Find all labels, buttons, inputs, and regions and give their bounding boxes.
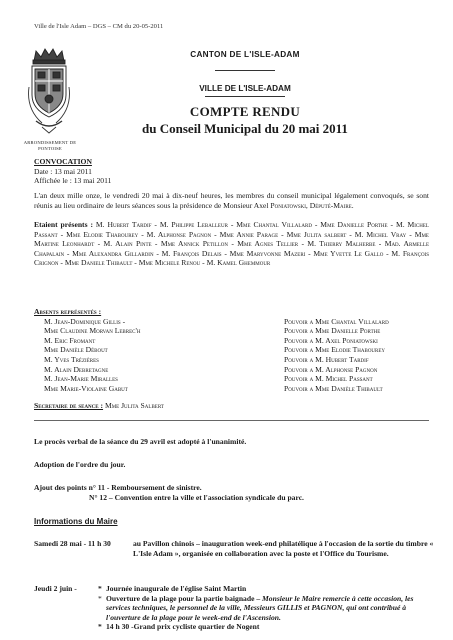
absent-proxy: Pouvoir a Mme Elodie Thabourey [284,345,386,355]
jeudi-item-italic: Monsieur le Maire remercie à cette occasion, les services techniques, le personnel de la ville, Messieurs GILLIS et PAGNON, qui ont contribué à l'ouverture de la plage pour le week-end de l'Ascension. [106,593,414,622]
jeudi-item: * 14 h 30 -Grand prix cycliste quartier de Nogent [98,622,438,632]
absents-table [34,317,429,394]
mayor-name: Poniatowski, Député-Maire. [270,200,354,210]
jeudi-item-lead: Ouverture de la plage pour la partie baignade – [106,593,261,603]
absent-proxy: Pouvoir a Mme Danielle Porthe [284,326,381,336]
absent-proxy: Pouvoir a M. Hubert Tardif [284,354,369,364]
secretaire-line [34,401,429,411]
absent-name: M. Alain Debretagne [44,364,109,374]
absent-row [44,336,429,346]
absent-proxy: Pouvoir a Mme Chantal Villalard [284,316,389,326]
absents-block [34,307,429,393]
presents-list: M. Hubert Tardif - M. Philippe Leballeur - Mme Chantal Villalard - Mme Danielle Porthe - M. Michel Passant - Mme Elodie Thabourey - M. Alphonse Pagnon - Mme Annie Parage - Mme Julita salbert - M. Michel Vray - Mme Martine Leonhardt - M. Alain Pinte - Mme Annick Petillon - Mme Agnes Tellier - M. Thierry Malherbe - Mad. Armelle Chapalain - Mme Alexandra Gillardin - M. François Delais - Mme Maryvonne Mazeri - Mme Yvette Le Gallo - M. François Crignon - Mme Daniele Thibault - Mme Michele Renou - M. Kamel Ghemmour [34,220,429,268]
absent-row [44,384,429,394]
compte-rendu-title: COMPTE RENDU [189,104,301,119]
absent-name: Mme Marie-Violaine Gabut [44,383,128,393]
absent-row [44,317,429,327]
separator-line [34,420,429,421]
divider [215,70,275,71]
coat-of-arms-icon [26,47,72,137]
convocation-affichee: Affichée le : 13 mai 2011 [34,176,112,186]
running-header: Ville de l'Isle Adam – DGS – CM du 20-05-2011 [34,23,164,30]
arrondissement-caption [22,140,78,152]
absent-proxy: Pouvoir a M. Michel Passant [284,374,373,384]
ajout-points: Ajout des points n° 11 - Remboursement de sinistre. [34,483,202,492]
absent-row [44,374,429,384]
presents-paragraph [34,220,429,268]
absent-name: M. Jean-Marie Miralles [44,374,118,384]
samedi-text: au Pavillon chinois – inauguration week-end philatélique à l'occasion de la sortie du timbre « L'Isle Adam », organisée en collaboration avec la poste et l'Office du Tourisme. [133,539,434,558]
jeudi-item [98,594,438,623]
ajout-point-12: N° 12 – Convention entre la ville et l'association syndicale du parc. [89,493,304,502]
secretaire-name: Mme Julita Salbert [104,401,164,410]
absent-row [44,326,429,336]
jeudi-item: * Journée inaugurale de l'église Saint Martin [98,584,438,594]
absent-proxy: Pouvoir a Mme Danièle Thibault [284,383,383,393]
intro-text: L'an deux mille onze, le vendredi 20 mai à dix-neuf heures, les membres du conseil municipal légalement convoqués, se sont réunis au lieu ordinaire de leurs séances sous la présidence de Monsieur Axel [34,191,429,210]
absent-name: Mme Claudine Morvan Lebrec'h [44,326,141,336]
canton-title: CANTON DE L'ISLE-ADAM [190,50,300,59]
absents-heading: Absents représentés : [34,307,102,316]
pv-adopted: Le procès verbal de la séance du 29 avril est adopté à l'unanimité. [34,437,247,446]
caption-line-1: ARRONDISSEMENT DE [23,140,77,145]
absent-name: M. Yves Trézières [44,354,99,364]
ville-title: VILLE DE L'ISLE-ADAM [199,84,291,93]
convocation-date: Date : 13 mai 2011 [34,166,92,176]
agenda-adopted: Adoption de l'ordre du jour. [34,460,126,469]
absent-name: M. Eric Fromant [44,335,96,345]
jeudi-items [98,584,438,632]
absent-proxy: Pouvoir a M. Axel Poniatowski [284,335,378,345]
absent-row [44,345,429,355]
info-samedi [34,539,439,579]
presents-label: Etaient présents : [34,220,93,229]
informations-heading: Informations du Maire [34,517,118,526]
absent-row [44,355,429,365]
info-jeudi [34,584,439,640]
caption-line-2: PONTOISE [38,146,62,151]
convocation-heading: CONVOCATION [34,157,92,166]
divider [205,96,285,97]
absent-row [44,365,429,375]
council-date-title: du Conseil Municipal du 20 mai 2011 [142,121,348,136]
absent-name: M. Jean-Dominique Gillis - [44,316,126,326]
convocation-block [34,157,429,186]
absent-proxy: Pouvoir a M. Alphonse Pagnon [284,364,378,374]
absent-name: Mme Danièle Débout [44,345,108,355]
secretaire-label: Secretaire de seance : [34,401,104,410]
samedi-date: Samedi 28 mai - 11 h 30 [34,539,111,548]
jeudi-date: Jeudi 2 juin - [34,584,77,593]
intro-paragraph [34,191,429,210]
